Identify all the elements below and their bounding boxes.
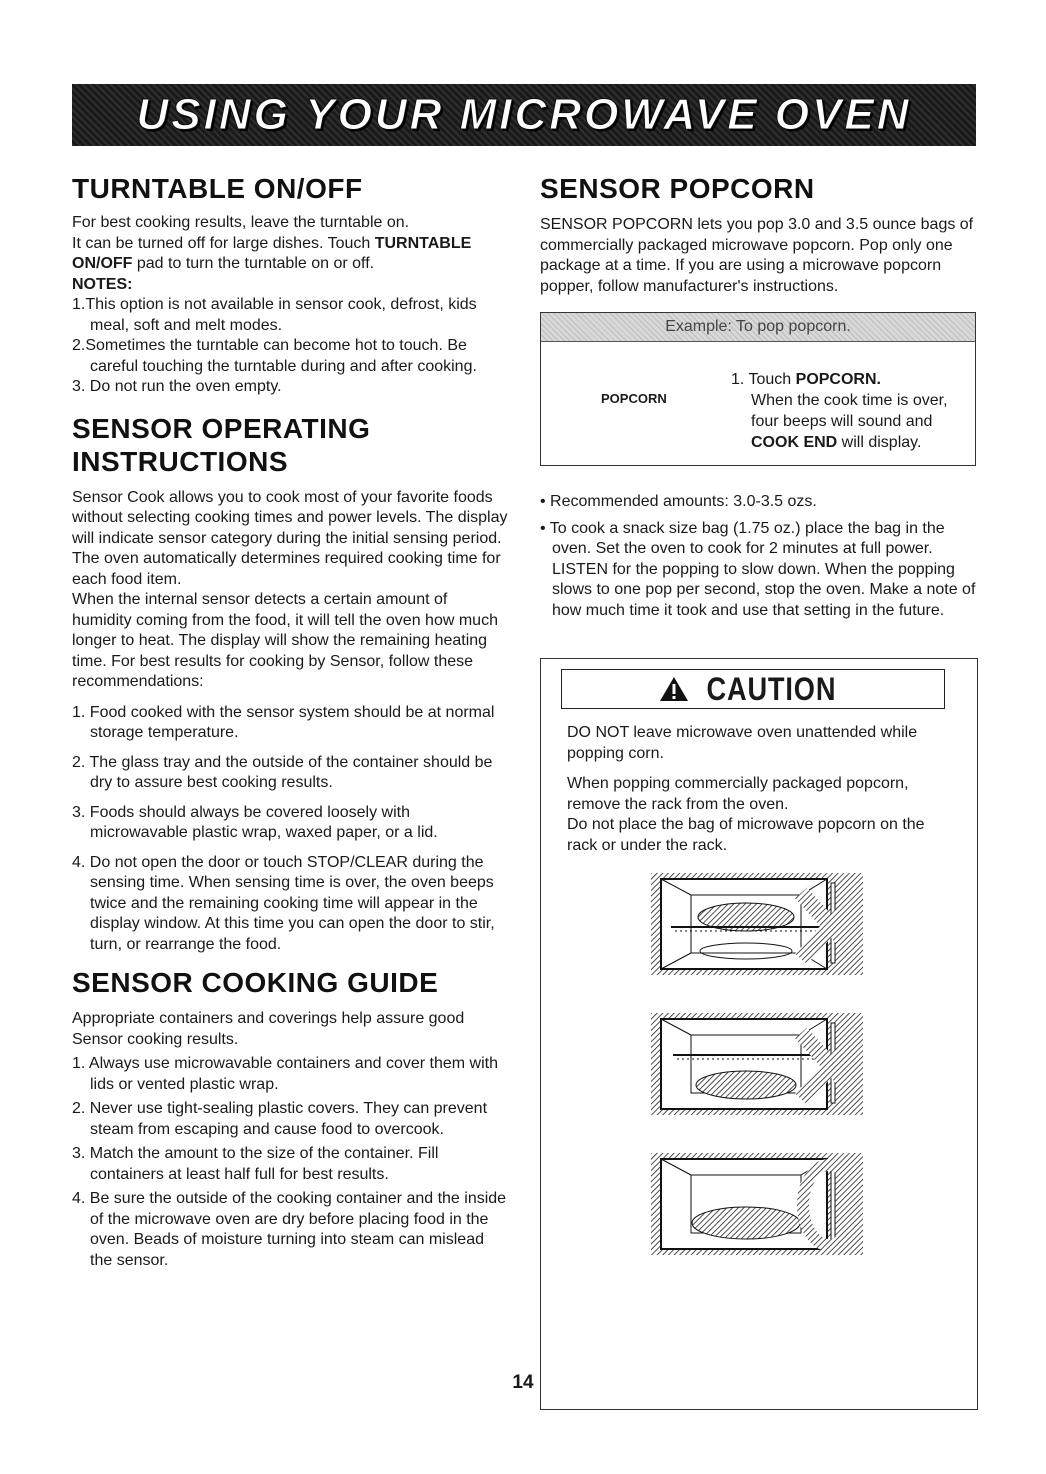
turntable-line1: For best cooking results, leave the turntable on. — [72, 214, 410, 231]
popcorn-bullets — [540, 492, 976, 627]
banner-title: USING YOUR MICROWAVE OVEN — [136, 90, 912, 139]
sensor-popcorn-heading: SENSOR POPCORN — [540, 173, 815, 204]
sensor-popcorn-intro: SENSOR POPCORN lets you pop 3.0 and 3.5 ounce bags of commercially packaged microwave popcorn. Pop only one package at a time. If you are using a microwave popcorn popper, follow manufacturer's instructions. — [540, 216, 974, 295]
oven-illustration-correct — [651, 1153, 863, 1255]
list-item: 2. The glass tray and the outside of the container should be dry to assure best cooking results. — [72, 753, 493, 791]
caution-text-1: DO NOT leave microwave oven unattended while popping corn. — [567, 724, 918, 762]
sensor-guide-list — [72, 1054, 508, 1271]
note-item: 1.This option is not available in sensor cook, defrost, kids meal, soft and melt modes. — [72, 296, 477, 334]
bullet-item: • Recommended amounts: 3.0-3.5 ozs. — [540, 493, 817, 510]
turntable-heading: TURNTABLE ON/OFF — [72, 173, 363, 204]
caution-text-2: When popping commercially packaged popcorn, remove the rack from the oven. — [567, 775, 909, 813]
notes-label: NOTES: — [72, 275, 133, 293]
page-banner — [72, 84, 976, 146]
left-column — [72, 172, 508, 1271]
list-item: 4. Be sure the outside of the cooking container and the inside of the microwave oven are dry before placing food in the oven. Beads of moisture turning into steam can mislead the sensor. — [72, 1190, 507, 1269]
page-number: 14 — [512, 1372, 534, 1393]
list-item: 2. Never use tight-sealing plastic covers. They can prevent steam from escaping and cause food to overcook. — [72, 1100, 488, 1138]
turntable-line2: It can be turned off for large dishes. Touch TURNTABLE ON/OFF pad to turn the turntable on or off. — [72, 234, 472, 272]
list-item: 3. Match the amount to the size of the container. Fill containers at least half full for best results. — [72, 1145, 439, 1183]
caution-title: CAUTION — [706, 670, 836, 707]
popcorn-key-label: POPCORN — [601, 391, 667, 406]
note-item: 3. Do not run the oven empty. — [72, 378, 282, 395]
list-item: 1. Always use microwavable containers and cover them with lids or vented plastic wrap. — [72, 1055, 498, 1093]
example-title: Example: To pop popcorn. — [541, 313, 975, 342]
caution-text-3: Do not place the bag of microwave popcorn on the rack or under the rack. — [567, 816, 925, 854]
sensor-guide-intro: Appropriate containers and coverings help assure good Sensor cooking results. — [72, 1010, 465, 1048]
sensor-operating-heading: SENSOR OPERATING — [72, 412, 371, 444]
caution-box — [540, 658, 978, 1410]
right-column — [540, 172, 978, 297]
sensor-operating-list — [72, 703, 508, 956]
note-item: 2.Sometimes the turntable can become hot to touch. Be careful touching the turntable during and after cooking. — [72, 337, 477, 375]
oven-illustration-rack-under — [651, 1013, 863, 1115]
example-step: 1. Touch POPCORN. When the cook time is over, four beeps will sound and COOK END will display. — [731, 371, 948, 451]
example-box — [540, 312, 976, 466]
sensor-operating-para1: Sensor Cook allows you to cook most of your favorite foods without selecting cooking times and power levels. The display will indicate sensor category during the initial sensing period. The oven automatically determines required cooking time for each food item. — [72, 488, 508, 588]
bullet-item: • To cook a snack size bag (1.75 oz.) place the bag in the oven. Set the oven to cook for 2 minutes at full power. LISTEN for the popping to slow down. When the popping slows to one pop per second, stop the oven. Make a note of how much time it took and use that setting in the future. — [540, 519, 976, 619]
list-item: 1. Food cooked with the sensor system should be at normal storage temperature. — [72, 703, 495, 741]
sensor-operating-para2: When the internal sensor detects a certain amount of humidity coming from the food, it will tell the oven how much longer to heat. The display will show the remaining heating time. For best results for cooking by Sensor, follow these recommendations: — [72, 591, 498, 690]
warning-triangle-icon — [659, 676, 689, 702]
caution-title-box — [561, 669, 945, 709]
list-item: 3. Foods should always be covered loosely with microwavable plastic wrap, waxed paper, or a lid. — [72, 803, 438, 841]
notes-list — [72, 295, 508, 398]
oven-illustration-rack-top — [651, 873, 863, 975]
list-item: 4. Do not open the door or touch STOP/CLEAR during the sensing time. When sensing time is over, the oven beeps twice and the remaining cooking time will appear in the display window. At this time you can open the door to stir, turn, or rearrange the food. — [72, 853, 495, 953]
sensor-guide-heading: SENSOR COOKING GUIDE — [72, 967, 439, 998]
caution-text — [567, 723, 957, 866]
sensor-operating-heading-2: INSTRUCTIONS — [72, 445, 288, 477]
